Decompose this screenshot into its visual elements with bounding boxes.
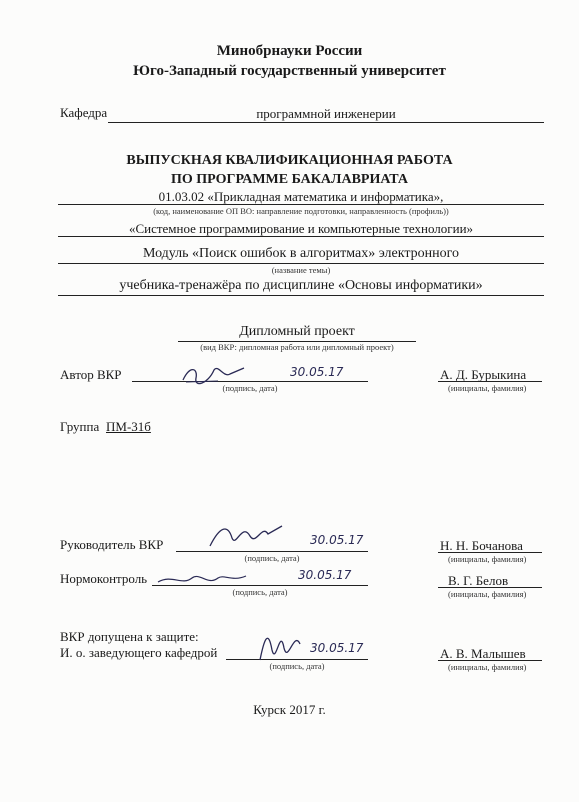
admission-line1: ВКР допущена к защите: — [60, 629, 199, 644]
author-name: А. Д. Бурыкина — [440, 367, 527, 382]
ministry-name: Минобрнауки России — [216, 43, 363, 59]
group-label: Группа — [60, 419, 100, 434]
normcontrol-sign-date: 30.05.17 — [298, 568, 352, 582]
department-underline — [108, 122, 544, 123]
program-profile: «Системное программирование и компьютерные технологии» — [128, 221, 474, 236]
department-value: программной инженерии — [256, 106, 396, 121]
admission-name-underline — [438, 660, 542, 661]
department-label: Кафедра — [60, 105, 108, 120]
author-signature-line — [132, 381, 368, 382]
admission-sign-hint: (подпись, дата) — [269, 661, 325, 671]
admission-line2: И. о. заведующего кафедрой — [60, 645, 218, 660]
author-label: Автор ВКР — [60, 367, 122, 382]
author-name-underline — [438, 381, 542, 382]
admission-name-hint: (инициалы, фамилия) — [448, 662, 527, 672]
normcontrol-name-hint: (инициалы, фамилия) — [448, 589, 527, 599]
supervisor-name: Н. Н. Бочанова — [440, 538, 523, 553]
program-code-hint: (код, наименование ОП ВО: направление подготовки, направленность (профиль)) — [153, 206, 449, 216]
supervisor-name-underline — [438, 552, 542, 553]
program-code: 01.03.02 «Прикладная математика и информатика», — [158, 189, 444, 204]
topic-line1: Модуль «Поиск ошибок в алгоритмах» электронного — [142, 246, 460, 261]
topic-line2: учебника-тренажёра по дисциплине «Основы информатики» — [119, 278, 483, 293]
university-name: Юго-Западный государственный университет — [133, 63, 446, 79]
city-year: Курск 2017 г. — [253, 702, 326, 717]
supervisor-label: Руководитель ВКР — [60, 537, 164, 552]
group-value: ПМ-31б — [106, 419, 151, 434]
author-sign-hint: (подпись, дата) — [222, 383, 278, 393]
supervisor-sign-hint: (подпись, дата) — [244, 553, 300, 563]
admission-name: А. В. Малышев — [440, 646, 526, 661]
supervisor-name-hint: (инициалы, фамилия) — [448, 554, 527, 564]
supervisor-signature — [206, 516, 286, 556]
topic-hint: (название темы) — [271, 265, 331, 275]
work-title-line2: ПО ПРОГРАММЕ БАКАЛАВРИАТА — [171, 172, 408, 187]
work-type-value: Дипломный проект — [239, 324, 355, 339]
normcontrol-name: В. Г. Белов — [448, 573, 509, 588]
work-type-hint: (вид ВКР: дипломная работа или дипломный проект) — [200, 342, 394, 352]
author-name-hint: (инициалы, фамилия) — [448, 383, 527, 393]
author-sign-date: 30.05.17 — [290, 365, 344, 379]
normcontrol-name-underline — [438, 587, 542, 588]
topic-underline-2 — [58, 295, 544, 296]
normcontrol-sign-hint: (подпись, дата) — [232, 587, 288, 597]
work-title-line1: ВЫПУСКНАЯ КВАЛИФИКАЦИОННАЯ РАБОТА — [126, 153, 453, 168]
topic-underline-1 — [58, 263, 544, 264]
admission-sign-date: 30.05.17 — [310, 641, 364, 655]
normcontrol-label: Нормоконтроль — [60, 571, 148, 586]
supervisor-sign-date: 30.05.17 — [310, 533, 364, 547]
